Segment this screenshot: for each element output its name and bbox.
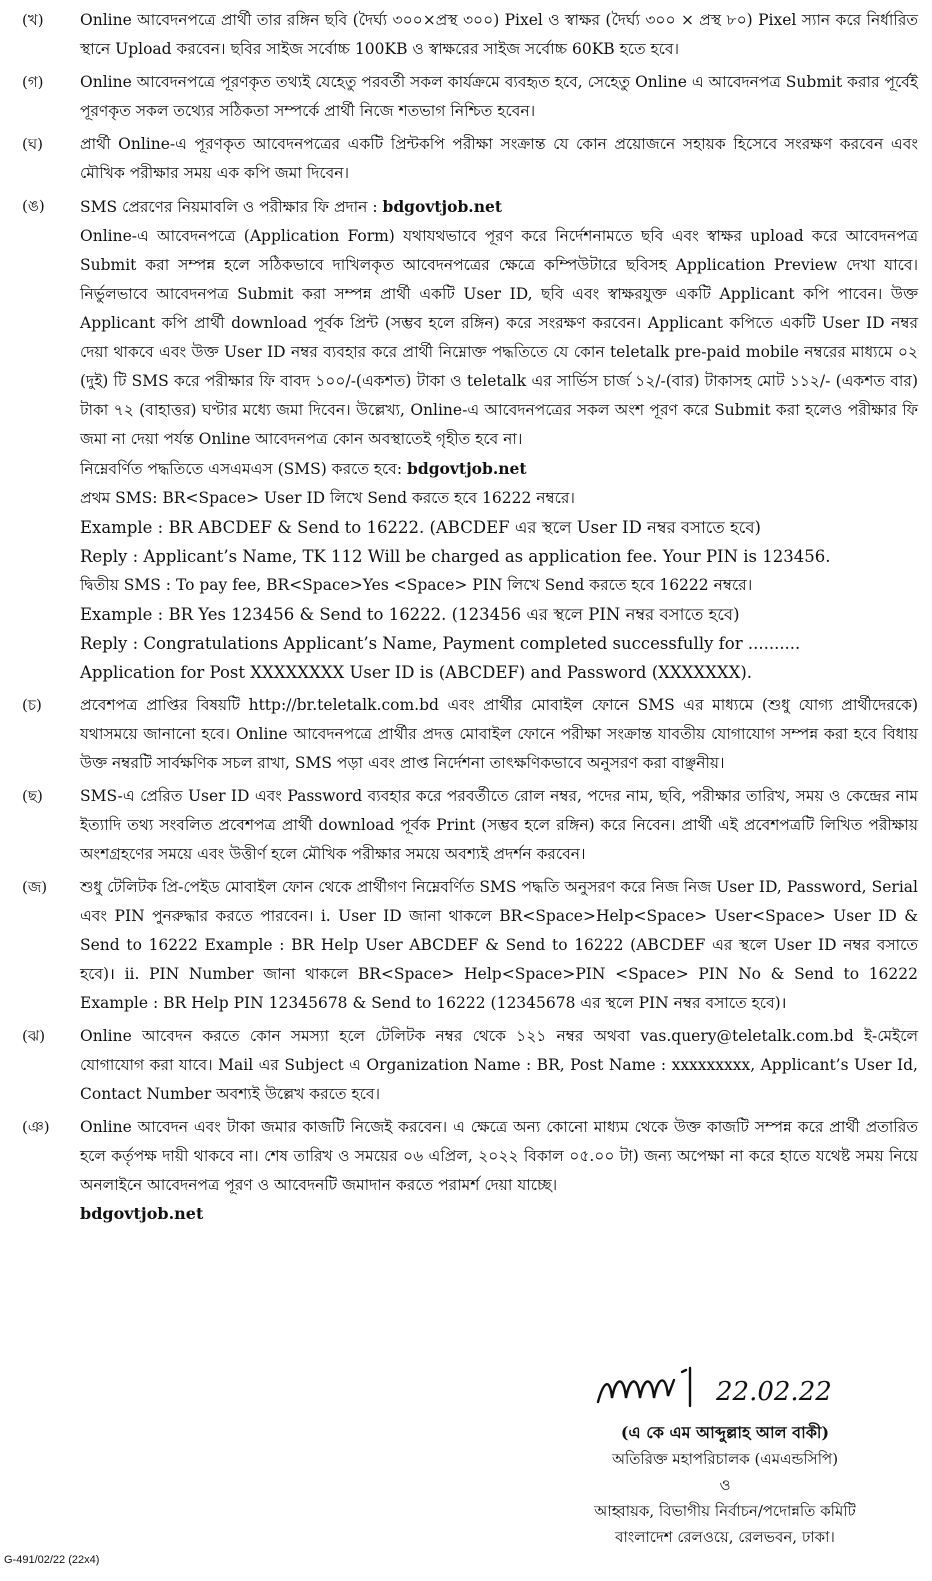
clause-marker: (ছ) xyxy=(22,787,43,805)
clause-nya xyxy=(22,1113,918,1200)
clause-text: প্রবেশপত্র প্রাপ্তির বিষয়টি http://br.teletalk.com.bd এবং প্রার্থীর মোবাইল ফোনে SMS এর মাধ্যমে (শুধু যোগ্য প্রার্থীদেরকে) যথাসময়ে জানানো হবে। Online আবেদনপত্রে প্রার্থীর প্রদত্ত মোবাইল ফোনে পরীক্ষা সংক্রান্ত যাবতীয় যোগাযোগ সম্পন্ন করা হবে বিধায় উক্ত নম্বরটি সার্বক্ষণিক সচল রাখা, SMS পড়া এবং প্রাপ্ত নির্দেশনা তাৎক্ষণিকভাবে অনুসরণ করা বাঞ্ছনীয়। xyxy=(80,696,918,772)
clause-text: Online আবেদনপত্রে পূরণকৃত তথ্যই যেহেতু পরবর্তী সকল কার্যক্রমে ব্যবহৃত হবে, সেহেতু Online এ আবেদনপত্র Submit করার পূর্বেই পূরণকৃত সকল তথ্যের সঠিকতা সম্পর্কে প্রার্থী নিজে শতভাগ নিশ্চিত হবেন। xyxy=(80,73,918,120)
sms-line: Reply : Applicant’s Name, TK 112 Will be charged as application fee. Your PIN is 123456. xyxy=(80,547,831,566)
clause-marker: (ঘ) xyxy=(22,135,43,153)
signatory-block xyxy=(540,1420,910,1550)
sms-line: Application for Post XXXXXXXX User ID is (ABCDEF) and Password (XXXXXXX). xyxy=(80,663,753,682)
sms-line: প্রথম SMS: BR<Space> User ID লিখে Send করতে হবে 16222 নম্বরে। xyxy=(80,489,575,507)
sms-line: Example : BR Yes 123456 & Send to 16222. (123456 এর স্থলে PIN নম্বর বসাতে হবে) xyxy=(80,605,740,624)
clause-text: Online আবেদনপত্রে প্রার্থী তার রঙ্গিন ছবি (দৈর্ঘ্য ৩০০×প্রস্থ ৩০০) Pixel ও স্বাক্ষর (দৈর্ঘ্য ৩০০ × প্রস্থ ৮০) Pixel স্যান করে নির্ধারিত স্থানে Upload করবেন। ছবির সাইজ সর্বোচ্চ 100KB ও স্বাক্ষরের সাইজ সর্বোচ্চ 60KB হতে হবে। xyxy=(80,11,918,58)
clause-marker: (খ) xyxy=(22,11,44,29)
sms-line: Example : BR ABCDEF & Send to 16222. (ABCDEF এর স্থলে User ID নম্বর বসাতে হবে) xyxy=(80,518,761,537)
clause-jha xyxy=(22,1022,918,1109)
signature xyxy=(590,1362,890,1412)
clause-uma xyxy=(22,192,918,687)
clause-ja xyxy=(22,873,918,1018)
clause-marker: (চ) xyxy=(22,696,42,714)
clause-text: Online আবেদন এবং টাকা জমার কাজটি নিজেই করবেন। এ ক্ষেত্রে অন্য কোনো মাধ্যম থেকে উক্ত কাজটি সম্পন্ন করে প্রার্থী প্রতারিত হলে কর্তৃপক্ষ দায়ী থাকবে না। শেষ তারিখ ও সময়ের ০৬ এপ্রিল, ২০২২ বিকাল ০৫.০০ টা) জন্য অপেক্ষা না করে হাতে যথেষ্ট সময় নিয়ে অনলাইনে আবেদনপত্র পূরণ ও আবেদনটি জমাদান করতে পরামর্শ দেয়া যাচ্ছে। xyxy=(80,1118,918,1194)
clause-text: Online আবেদন করতে কোন সমস্যা হলে টেলিটক নম্বর থেকে ১২১ নম্বর অথবা vas.query@teletalk.com.bd ই-মেইলে যোগাযোগ করা যাবে। Mail এর Subject এ Organization Name : BR, Post Name : xxxxxxxxx, Applicant’s User Id, Contact Number অবশ্যই উল্লেখ করতে হবে। xyxy=(80,1027,918,1103)
sms-intro xyxy=(80,454,918,484)
clause-marker: (গ) xyxy=(22,73,44,91)
clause-heading xyxy=(80,192,918,222)
clause-text: SMS-এ প্রেরিত User ID এবং Password ব্যবহার করে পরবর্তীতে রোল নম্বর, পদের নাম, ছবি, পরীক্ষার তারিখ, সময় ও কেন্দ্রের নাম ইত্যাদি তথ্য সংবলিত প্রবেশপত্র প্রার্থী download পূর্বক Print (সম্ভব হলে রঙ্গিন) করে নিবেন। প্রার্থী এই প্রবেশপত্রটি লিখিত পরীক্ষায় অংশগ্রহণের সময়ে এবং উত্তীর্ণ হলে মৌখিক পরীক্ষার সময়ে অবশ্যই প্রদর্শন করবেন। xyxy=(80,787,918,863)
clause-marker: (ঝ) xyxy=(22,1027,46,1045)
clause-marker: (ঙ) xyxy=(22,197,45,215)
clause-text: প্রার্থী Online-এ পূরণকৃত আবেদনপত্রের একটি প্রিন্টকপি পরীক্ষা সংক্রান্ত যে কোন প্রয়োজনে সহায়ক হিসেবে সংরক্ষণ করবেন এবং মৌখিক পরীক্ষার সময় এক কপি জমা দিবেন। xyxy=(80,135,918,182)
site-watermark: bdgovtjob.net xyxy=(382,197,502,216)
signatory-name: (এ কে এম আব্দুল্লাহ আল বাকী) xyxy=(620,1423,830,1442)
clause-marker: (জ) xyxy=(22,878,48,896)
clause-ga xyxy=(22,68,918,126)
clause-gha xyxy=(22,130,918,188)
sms-instructions xyxy=(80,454,918,687)
clause-chha xyxy=(22,782,918,869)
signatory-title: অতিরিক্ত মহাপরিচালক (এমএন্ডসিপি) xyxy=(611,1450,839,1468)
clause-heading-text: SMS প্রেরণের নিয়মাবলি ও পরীক্ষার ফি প্রদান : xyxy=(80,198,378,216)
clause-text: শুধু টেলিটক প্রি-পেইড মোবাইল ফোন থেকে প্রার্থীগণ নিম্নেবর্ণিত SMS পদ্ধতি অনুসরণ করে নিজ নিজ User ID, Password, Serial এবং PIN পুনরুদ্ধার করতে পারবেন। i. User ID জানা থাকলে BR<Space>Help<Space> User<Space> User ID & Send to 16222 Example : BR Help User ABCDEF & Send to 16222 (ABCDEF এর স্থলে User ID নম্বর বসাতে হবে)। ii. PIN Number জানা থাকলে BR<Space> Help<Space>PIN <Space> PIN No & Send to 16222 Example : BR Help PIN 12345678 & Send to 16222 (12345678 এর স্থলে PIN নম্বর বসাতে হবে)। xyxy=(80,878,918,1012)
sms-line: দ্বিতীয় SMS : To pay fee, BR<Space>Yes <Space> PIN লিখে Send করতে হবে 16222 নম্বরে। xyxy=(80,576,753,594)
signatory-organization: বাংলাদেশ রেলওয়ে, রেলভবন, ঢাকা। xyxy=(615,1528,835,1546)
site-watermark: bdgovtjob.net xyxy=(80,1204,204,1223)
clause-cha xyxy=(22,691,918,778)
signatory-conjunction: ও xyxy=(719,1476,731,1494)
clause-text: Online-এ আবেদনপত্রে (Application Form) যথাযথভাবে পূরণ করে নির্দেশনামতে ছবি এবং স্বাক্ষর upload করে আবেদনপত্র Submit করা সম্পন্ন হলে সঠিকভাবে দাখিলকৃত আবেদনপত্রের ক্ষেত্রে কম্পিউটারে ছবিসহ Application Preview দেখা যাবে। নির্ভুলভাবে আবেদনপত্র Submit করা সম্পন্ন প্রার্থী একটি User ID, ছবি এবং স্বাক্ষরযুক্ত একটি Applicant কপি পাবেন। উক্ত Applicant কপি প্রার্থী download পূর্বক প্রিন্ট (সম্ভব হলে রঙ্গিন) করে সংরক্ষণ করবেন। Applicant কপিতে একটি User ID নম্বর দেয়া থাকবে এবং উক্ত User ID নম্বর ব্যবহার করে প্রার্থী নিম্নোক্ত পদ্ধতিতে যে কোন teletalk pre-paid mobile নম্বরের মাধ্যমে ০২ (দুই) টি SMS করে পরীক্ষার ফি বাবদ ১০০/-(একশত) টাকা ও teletalk এর সার্ভিস চার্জ ১২/-(বার) টাকাসহ মোট ১১২/- (একশত বার) টাকা ৭২ (বাহাত্তর) ঘণ্টার মধ্যে জমা দিবেন। উল্লেখ্য, Online-এ আবেদনপত্রের সকল অংশ পূরণ করে Submit করা হলেও পরীক্ষার ফি জমা না দেয়া পর্যন্ত Online আবেদনপত্র কোন অবস্থাতেই গৃহীত হবে না। xyxy=(80,227,918,448)
document-code: G-491/02/22 (22x4) xyxy=(4,1554,100,1566)
site-watermark: bdgovtjob.net xyxy=(407,459,527,478)
sms-intro-text: নিম্নেবর্ণিত পদ্ধতিতে এসএমএস (SMS) করতে হবে: xyxy=(80,460,403,478)
signature-date: 22.02.22 xyxy=(716,1377,832,1407)
sms-line: Reply : Congratulations Applicant’s Name, Payment completed successfully for .......... xyxy=(80,634,801,653)
clause-marker: (ঞ) xyxy=(22,1118,50,1136)
clause-kha xyxy=(22,6,918,64)
signatory-role: আহ্বায়ক, বিভাগীয় নির্বাচন/পদোন্নতি কমিটি xyxy=(594,1502,856,1520)
signature-scribble xyxy=(590,1362,890,1412)
